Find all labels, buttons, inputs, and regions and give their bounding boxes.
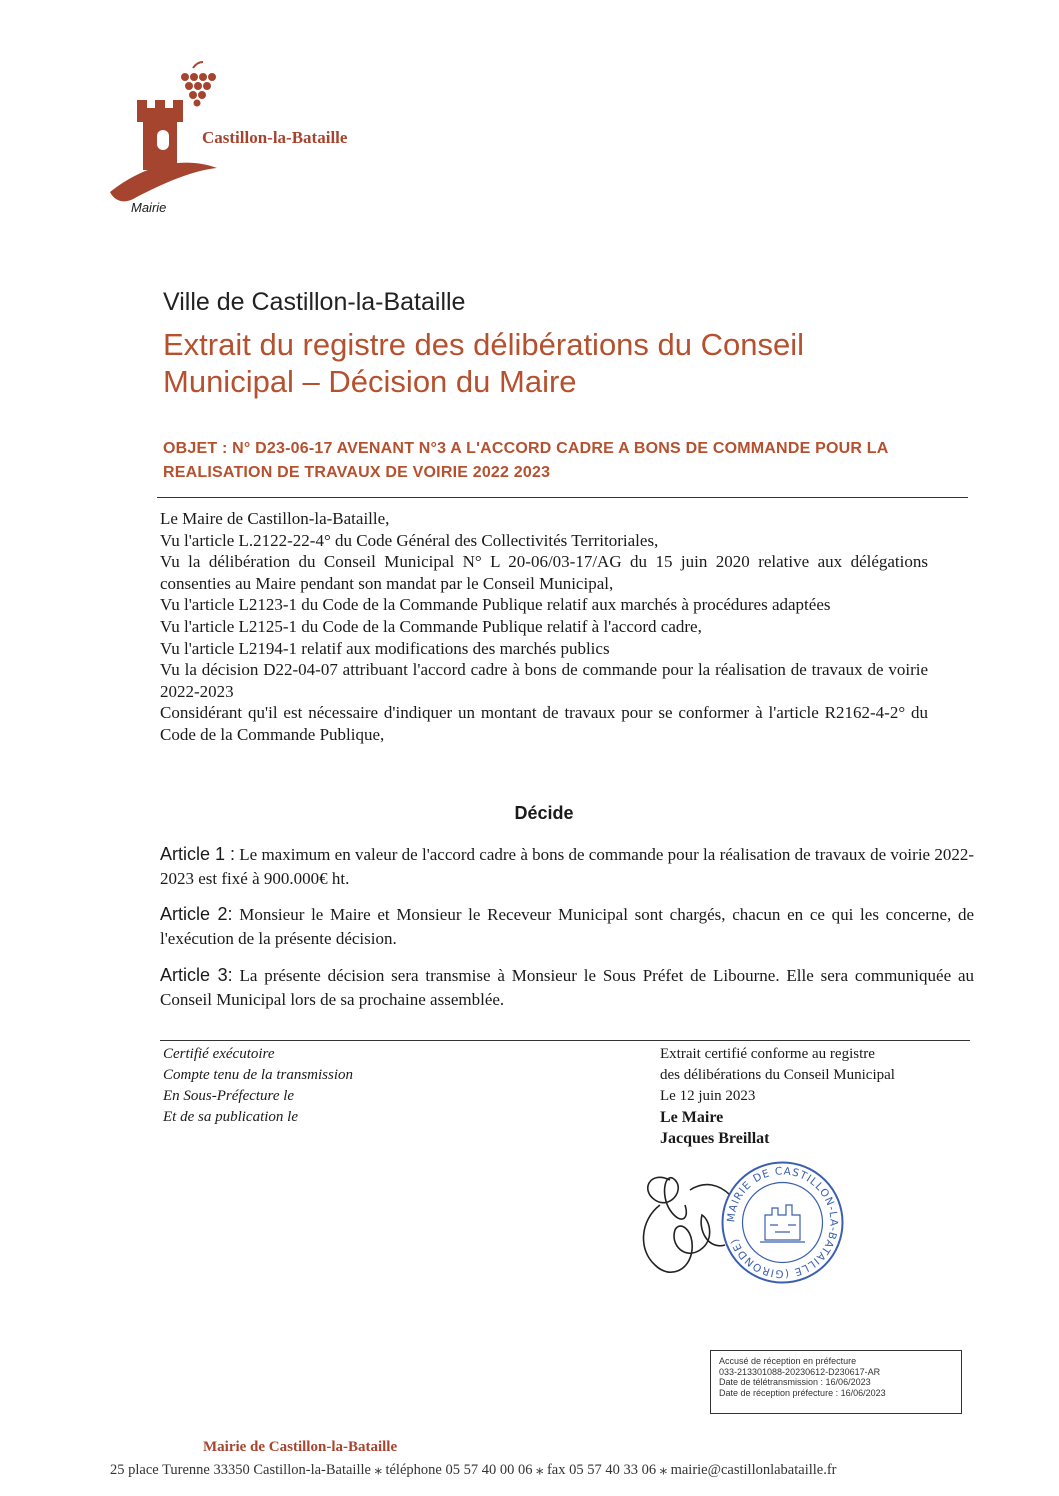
official-stamp-icon [720, 1160, 845, 1285]
preamble-line: Le Maire de Castillon-la-Bataille, [160, 509, 390, 528]
preamble-line: Vu l'article L2194-1 relatif aux modifications des marchés publics [160, 638, 610, 658]
footer-address: 25 place Turenne 33350 Castillon-la-Bataille ⁎ téléphone 05 57 40 00 06 ⁎ fax 05 57 40 33 06 ⁎ mairie@castillonlabataille.fr [110, 1462, 837, 1478]
article-3 [160, 963, 974, 1012]
cert-line: Certifié exécutoire [163, 1046, 275, 1062]
receipt-line: Accusé de réception en préfecture [719, 1356, 857, 1366]
preamble-line: Considérant qu'il est nécessaire d'indiquer un montant de travaux pour se conformer à l'article R2162-4-2° du Code de la Commande Publique, [160, 703, 928, 744]
mayor-name: Jacques Breillat [660, 1130, 770, 1147]
article-2 [160, 902, 974, 951]
article-label: Article 1 : [160, 844, 236, 864]
article-text: La présente décision sera transmise à Monsieur le Sous Préfet de Libourne. Elle sera communiquée au Conseil Municipal lors de sa prochaine assemblée. [160, 966, 974, 1009]
cert-line: Et de sa publication le [163, 1109, 298, 1125]
objet-line-2: REALISATION DE TRAVAUX DE VOIRIE 2022 2023 [163, 464, 551, 481]
title-line-1: Extrait du registre des délibérations du Conseil [163, 327, 805, 362]
top-divider [157, 497, 968, 498]
receipt-line: 033-213301088-20230612-D230617-AR [719, 1366, 881, 1377]
prefecture-receipt [710, 1350, 962, 1414]
preamble-line: Vu l'article L.2122-22-4° du Code Général des Collectivités Territoriales, [160, 530, 659, 550]
preamble-line: Vu la décision D22-04-07 attribuant l'accord cadre à bons de commande pour la réalisation de travaux de voirie 2022-2023 [160, 660, 928, 701]
logo-town-name: Castillon-la-Bataille [202, 128, 348, 147]
certification-left [163, 1044, 353, 1128]
article-label: Article 3: [160, 965, 233, 985]
article-text: Le maximum en valeur de l'accord cadre à bons de commande pour la réalisation de travaux de voirie 2022-2023 est fixé à 900.000€ ht. [160, 845, 974, 888]
article-1 [160, 842, 974, 891]
preamble-line: Vu l'article L2123-1 du Code de la Commande Publique relatif aux marchés à procédures adaptées [160, 595, 831, 615]
mayor-block [660, 1107, 769, 1149]
logo-subtitle: Mairie [131, 200, 167, 215]
town-heading: Ville de Castillon-la-Bataille [163, 288, 466, 316]
receipt-line: Date de télétransmission : 16/06/2023 [719, 1377, 871, 1387]
article-text: Monsieur le Maire et Monsieur le Receveur Municipal sont chargés, chacun en ce qui les concerne, de l'exécution de la présente décision. [160, 905, 974, 948]
cert-line: En Sous-Préfecture le [163, 1088, 295, 1104]
preamble-line: Vu la délibération du Conseil Municipal N° L 20-06/03-17/AG du 15 juin 2020 relative aux délégations consenties au Maire pendant son mandat par le Conseil Municipal, [160, 552, 928, 593]
title-line-2: Municipal – Décision du Maire [163, 364, 577, 399]
certification-right [660, 1044, 895, 1107]
extrait-line: Extrait certifié conforme au registre [660, 1046, 875, 1062]
objet-line-1: OBJET : N° D23-06-17 AVENANT N°3 A L'ACCORD CADRE A BONS DE COMMANDE POUR LA [163, 440, 889, 457]
extrait-line: Le 12 juin 2023 [660, 1088, 756, 1104]
mayor-role: Le Maire [660, 1109, 724, 1126]
decide-heading: Décide [514, 803, 574, 823]
objet-heading [163, 437, 983, 485]
extrait-line: des délibérations du Conseil Municipal [660, 1067, 895, 1083]
footer-title: Mairie de Castillon-la-Bataille [203, 1439, 398, 1455]
document-title [163, 326, 963, 400]
article-label: Article 2: [160, 904, 233, 924]
stamp-text: MAIRIE DE CASTILLON-LA-BATAILLE (GIRONDE) [725, 1165, 840, 1280]
preamble-line: Vu l'article L2125-1 du Code de la Commande Publique relatif à l'accord cadre, [160, 616, 702, 636]
bottom-divider [160, 1040, 970, 1041]
cert-line: Compte tenu de la transmission [163, 1067, 353, 1083]
preamble [160, 508, 928, 746]
receipt-line: Date de réception préfecture : 16/06/2023 [719, 1387, 886, 1398]
